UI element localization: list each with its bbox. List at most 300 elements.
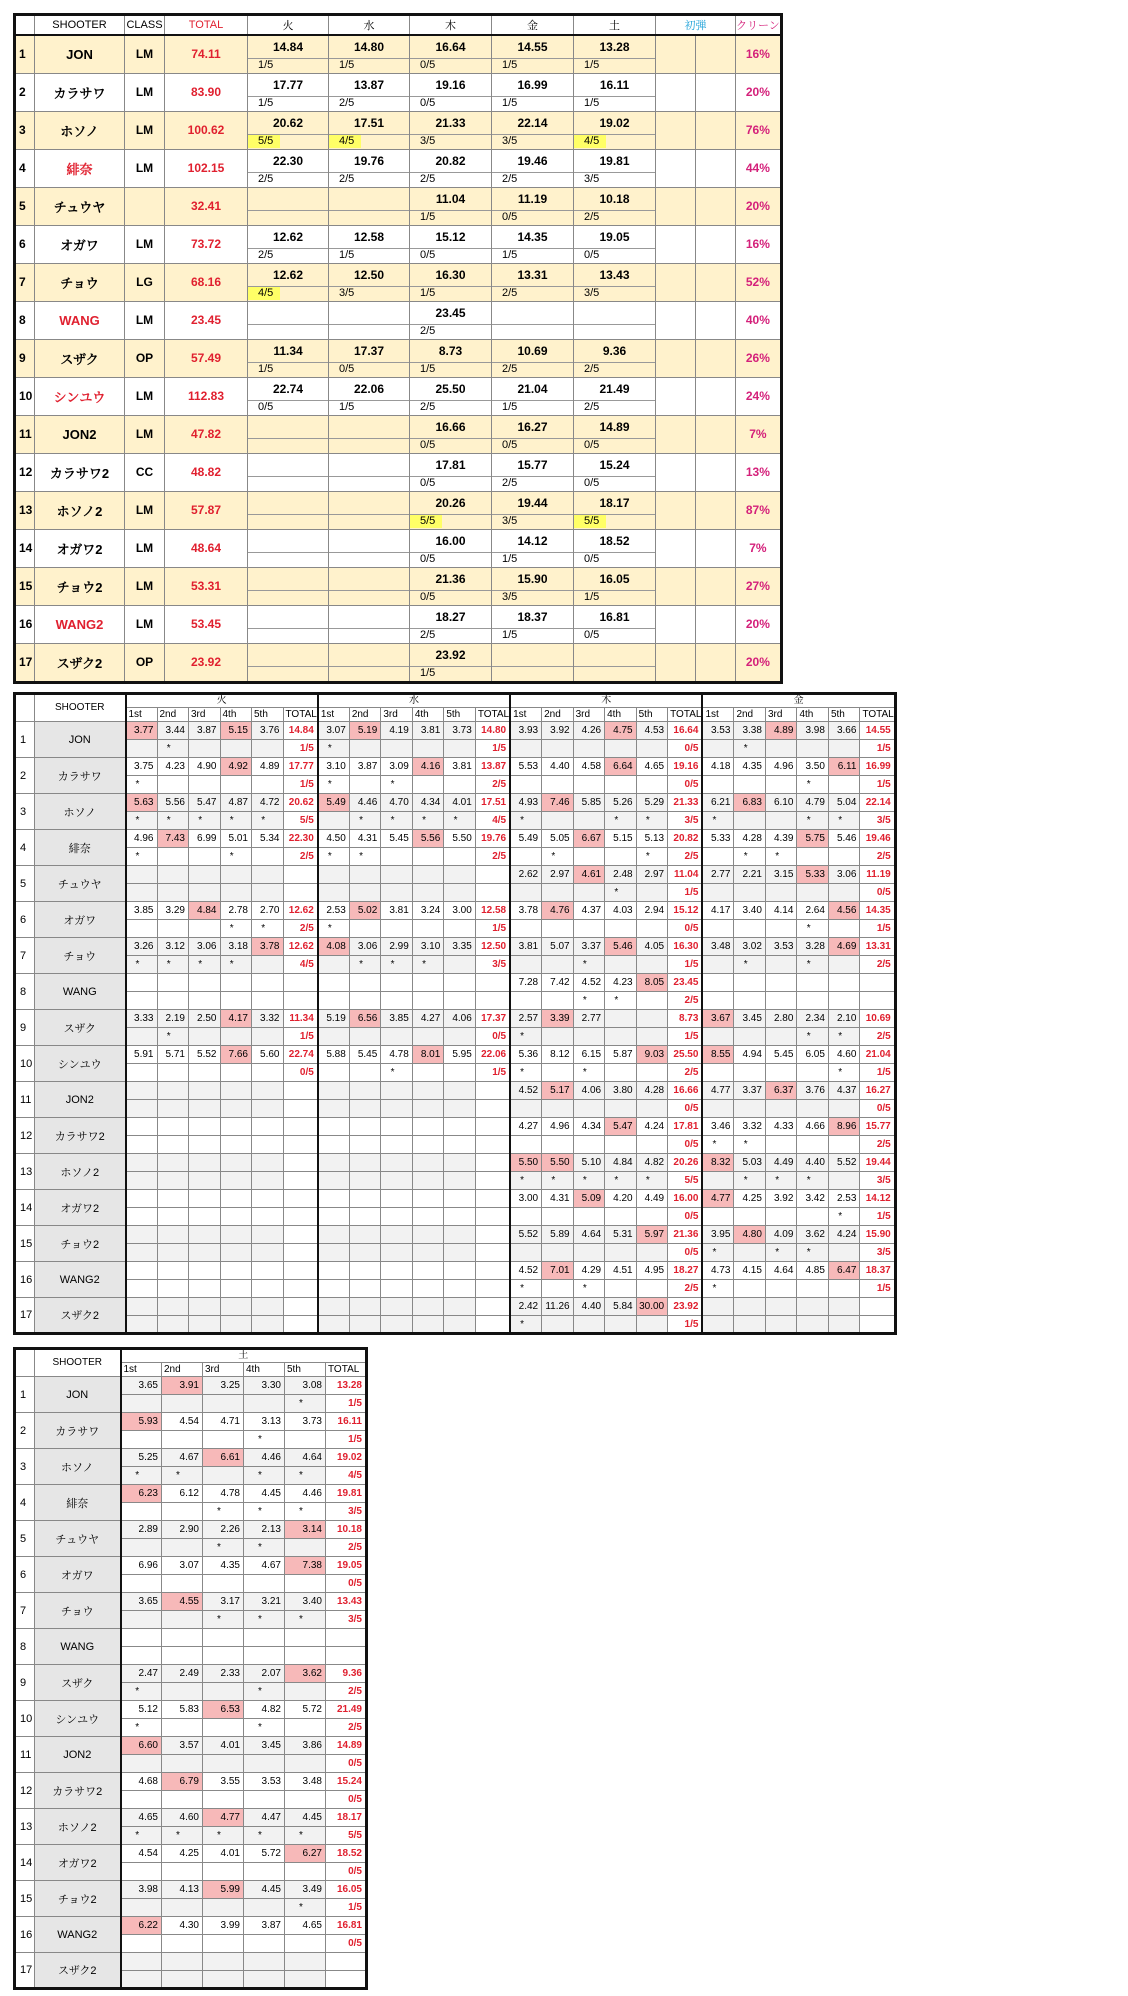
detail2-row	[15, 1773, 367, 1791]
day-hits: 3/5	[860, 1172, 895, 1190]
shot-mark	[573, 776, 605, 794]
shooter-total: 112.83	[165, 377, 248, 415]
detail-row	[15, 758, 896, 776]
shot-mark	[189, 848, 221, 866]
shot-time: 4.49	[636, 1190, 668, 1208]
shot-mark	[605, 1028, 637, 1046]
day-cell	[574, 339, 656, 377]
shot-time: 5.33	[797, 866, 829, 884]
row-number: 12	[15, 1773, 35, 1809]
shot-time: 2.50	[189, 1010, 221, 1028]
shot-mark	[203, 1863, 244, 1881]
day-box	[410, 226, 491, 263]
day-box	[329, 302, 409, 339]
shot-time: 4.01	[203, 1737, 244, 1755]
day-cell	[329, 187, 410, 225]
detail-row-marks	[15, 1100, 896, 1118]
shot-mark	[765, 812, 797, 830]
day-cell	[329, 567, 410, 605]
day-hits-row	[492, 58, 573, 72]
detail-row-marks	[15, 920, 896, 938]
day-total: 19.81	[599, 153, 630, 168]
day-hits: 1/5	[475, 920, 510, 938]
shot-time	[605, 1010, 637, 1028]
shot-time: 2.53	[828, 1190, 860, 1208]
first-cell	[696, 301, 736, 339]
summary-header-row	[15, 15, 782, 35]
day-total: 22.06	[353, 381, 385, 396]
shot-time: 5.72	[285, 1701, 326, 1719]
detail-subheader: 5th	[636, 708, 668, 722]
day-cell	[574, 149, 656, 187]
day-cell	[410, 149, 492, 187]
shot-mark	[126, 1316, 158, 1334]
shot-time	[349, 1262, 381, 1280]
shot-time	[252, 1082, 284, 1100]
shot-mark	[121, 1395, 162, 1413]
shot-mark	[162, 1683, 203, 1701]
detail2-row	[15, 1701, 367, 1719]
day-total: 11.04	[668, 866, 703, 884]
shot-mark	[734, 1028, 766, 1046]
shot-mark	[121, 1503, 162, 1521]
shot-time: 4.18	[702, 758, 734, 776]
detail2-subheader: 1st	[121, 1363, 162, 1377]
shot-time: 2.97	[636, 866, 668, 884]
shot-mark: *	[636, 812, 668, 830]
shot-time	[157, 866, 189, 884]
shot-mark	[444, 920, 476, 938]
shot-time	[412, 974, 444, 992]
shot-mark	[244, 1755, 285, 1773]
day-cell	[410, 529, 492, 567]
day-box	[410, 188, 491, 225]
shot-time: 3.87	[189, 722, 221, 740]
shot-time	[126, 1298, 158, 1316]
day-hits: 1/5	[668, 956, 703, 974]
shot-mark	[510, 884, 542, 902]
day-cell	[410, 453, 492, 491]
day-total: 11.04	[435, 191, 466, 206]
shot-time: 4.23	[157, 758, 189, 776]
day-hits-row	[574, 286, 655, 300]
shot-mark: *	[349, 956, 381, 974]
shot-mark	[189, 740, 221, 758]
first-cell	[656, 301, 696, 339]
shooter-name: チュウヤ	[35, 1521, 121, 1557]
day-cell	[574, 73, 656, 111]
shot-mark	[252, 992, 284, 1010]
day-cell	[329, 73, 410, 111]
day-total	[248, 606, 328, 628]
shot-mark	[636, 1136, 668, 1154]
day-hits	[283, 1100, 318, 1118]
shot-mark	[797, 992, 829, 1010]
detail-row	[15, 794, 896, 812]
shot-time: 5.45	[765, 1046, 797, 1064]
day-hits-row	[329, 362, 409, 376]
day-hits-row	[329, 590, 409, 604]
shot-mark	[702, 1064, 734, 1082]
day-hits: 3/5	[502, 134, 518, 147]
day-hits: 2/5	[502, 172, 518, 185]
shot-time: 4.75	[605, 722, 637, 740]
shot-mark	[285, 1431, 326, 1449]
day-hits-row	[410, 172, 491, 186]
shot-mark	[636, 1208, 668, 1226]
day-hits: 2/5	[283, 848, 318, 866]
shot-time	[318, 974, 350, 992]
shot-mark	[157, 1316, 189, 1334]
shot-time	[444, 1190, 476, 1208]
day-total	[329, 492, 409, 514]
shot-mark	[444, 1100, 476, 1118]
shot-mark	[381, 848, 413, 866]
shot-time	[189, 1262, 221, 1280]
shot-mark: *	[702, 812, 734, 830]
day-box	[248, 606, 328, 643]
day-hits-row	[329, 628, 409, 642]
shot-mark	[510, 848, 542, 866]
day-total: 11.19	[860, 866, 895, 884]
day-hits-row	[248, 210, 328, 224]
summary-header-class: CLASS	[125, 15, 165, 35]
shot-time	[220, 1118, 252, 1136]
shot-time: 3.17	[203, 1593, 244, 1611]
day-cell	[410, 415, 492, 453]
shot-mark	[636, 956, 668, 974]
shot-time: 3.87	[244, 1917, 285, 1935]
day-cell	[492, 187, 574, 225]
day-cell	[329, 605, 410, 643]
shot-time	[126, 974, 158, 992]
day-hits-row	[329, 248, 409, 262]
clean-rate: 26%	[736, 339, 782, 377]
shot-mark	[412, 1172, 444, 1190]
shot-time: 5.63	[126, 794, 158, 812]
shot-time: 4.15	[734, 1262, 766, 1280]
shot-mark	[318, 884, 350, 902]
first-cell	[696, 149, 736, 187]
shot-time: 6.64	[605, 758, 637, 776]
day-cell	[492, 415, 574, 453]
day-cell	[410, 605, 492, 643]
day-total: 12.58	[353, 229, 385, 244]
shot-time	[252, 866, 284, 884]
day-box	[248, 416, 328, 453]
shot-mark: *	[510, 812, 542, 830]
shot-time	[318, 866, 350, 884]
shot-time	[252, 1154, 284, 1172]
day-total	[326, 1953, 367, 1971]
day-hits	[283, 1280, 318, 1298]
shot-mark	[381, 1244, 413, 1262]
day-hits: 2/5	[258, 248, 274, 261]
shooter-class: LM	[125, 605, 165, 643]
clean-rate: 20%	[736, 187, 782, 225]
shot-time	[381, 1154, 413, 1172]
shot-time: 5.17	[542, 1082, 574, 1100]
day-box	[248, 36, 328, 73]
shot-mark	[412, 1100, 444, 1118]
shot-mark	[244, 1791, 285, 1809]
shot-time	[121, 1629, 162, 1647]
shot-time: 3.85	[381, 1010, 413, 1028]
first-cell	[656, 35, 696, 74]
row-number: 16	[15, 605, 35, 643]
shot-mark	[828, 956, 860, 974]
shooter-name: WANG	[35, 301, 125, 339]
shot-mark	[157, 1100, 189, 1118]
detail2-subheader: 3rd	[203, 1363, 244, 1377]
day-cell	[492, 491, 574, 529]
shot-mark: *	[285, 1899, 326, 1917]
shot-time	[381, 1082, 413, 1100]
day-box	[574, 302, 655, 339]
shot-mark	[412, 1136, 444, 1154]
day-hits: 3/5	[326, 1611, 367, 1629]
shot-mark	[121, 1791, 162, 1809]
day-hits: 0/5	[584, 438, 600, 451]
shot-mark	[244, 1395, 285, 1413]
day-total	[860, 1298, 895, 1316]
summary-row	[15, 263, 782, 301]
shot-time: 3.81	[510, 938, 542, 956]
shot-mark	[734, 1244, 766, 1262]
shooter-class: LM	[125, 301, 165, 339]
shot-mark	[828, 1316, 860, 1334]
shooter-name: チュウヤ	[35, 187, 125, 225]
shot-mark	[381, 1100, 413, 1118]
shot-mark	[203, 1395, 244, 1413]
detail-row	[15, 830, 896, 848]
shooter-name: オガワ2	[35, 529, 125, 567]
day-cell	[492, 567, 574, 605]
shot-time: 4.60	[162, 1809, 203, 1827]
day-total: 22.14	[860, 794, 895, 812]
row-number: 3	[15, 111, 35, 149]
shot-time: 2.77	[702, 866, 734, 884]
shot-mark	[765, 1136, 797, 1154]
day-hits	[283, 1316, 318, 1334]
shot-mark	[828, 1280, 860, 1298]
shot-mark	[121, 1647, 162, 1665]
shot-mark	[220, 1064, 252, 1082]
shot-mark	[349, 740, 381, 758]
row-number: 2	[15, 73, 35, 111]
shot-time: 4.46	[349, 794, 381, 812]
shot-time: 3.76	[252, 722, 284, 740]
shot-time: 4.25	[734, 1190, 766, 1208]
summary-row	[15, 111, 782, 149]
row-number: 10	[15, 1701, 35, 1737]
shot-time: 4.20	[605, 1190, 637, 1208]
shot-time: 5.71	[157, 1046, 189, 1064]
day-cell	[248, 491, 329, 529]
shot-mark	[162, 1719, 203, 1737]
shot-mark	[189, 1208, 221, 1226]
shot-mark	[702, 1208, 734, 1226]
shot-mark	[162, 1755, 203, 1773]
shot-mark	[412, 1208, 444, 1226]
shot-time: 4.65	[636, 758, 668, 776]
shot-time	[252, 1262, 284, 1280]
shooter-class: OP	[125, 339, 165, 377]
day-hits-row	[410, 590, 491, 604]
day-hits-row	[248, 96, 328, 110]
shot-mark: *	[828, 1064, 860, 1082]
shot-mark	[702, 920, 734, 938]
shot-mark	[444, 992, 476, 1010]
day-hits-row	[248, 362, 328, 376]
shot-mark	[828, 740, 860, 758]
shooter-name: オガワ2	[35, 1190, 126, 1226]
day-box	[492, 36, 573, 73]
shot-mark: *	[157, 740, 189, 758]
shot-mark	[189, 1064, 221, 1082]
shot-time	[157, 1082, 189, 1100]
shot-time	[734, 974, 766, 992]
row-number: 11	[15, 1082, 35, 1118]
shot-mark: *	[349, 848, 381, 866]
shot-mark	[828, 1172, 860, 1190]
shot-time: 3.81	[381, 902, 413, 920]
day-total: 16.05	[326, 1881, 367, 1899]
shot-time	[157, 1154, 189, 1172]
detail2-header-day: 土	[121, 1349, 367, 1363]
shot-mark	[285, 1791, 326, 1809]
day-cell	[248, 301, 329, 339]
shot-mark	[285, 1539, 326, 1557]
row-number: 3	[15, 794, 35, 830]
day-total: 21.49	[599, 381, 630, 396]
day-box	[329, 226, 409, 263]
day-total: 14.55	[517, 39, 548, 54]
shot-mark: *	[797, 1244, 829, 1262]
detail-row	[15, 1010, 896, 1028]
day-hits-row	[248, 476, 328, 490]
day-hits: 4/5	[475, 812, 510, 830]
shot-time: 4.16	[412, 758, 444, 776]
day-box	[248, 226, 328, 263]
detail-table	[13, 692, 897, 1335]
day-total: 22.14	[517, 115, 548, 130]
detail-subheader: 4th	[220, 708, 252, 722]
day-hits: 1/5	[283, 776, 318, 794]
day-hits: 0/5	[584, 552, 600, 565]
summary-header-day: 土	[574, 15, 656, 35]
day-hits-row	[329, 438, 409, 452]
summary-header-shooter: SHOOTER	[35, 15, 125, 35]
shot-mark: *	[510, 1172, 542, 1190]
shot-mark	[244, 1935, 285, 1953]
shot-mark: *	[542, 1172, 574, 1190]
summary-row	[15, 415, 782, 453]
shot-time: 7.01	[542, 1262, 574, 1280]
shooter-class: LM	[125, 377, 165, 415]
shot-time: 6.10	[765, 794, 797, 812]
shot-mark	[220, 1100, 252, 1118]
shooter-name: 緋奈	[35, 1485, 121, 1521]
shot-mark	[349, 1136, 381, 1154]
shot-mark: *	[702, 1244, 734, 1262]
shot-time	[828, 974, 860, 992]
shot-mark	[162, 1539, 203, 1557]
shot-mark	[252, 956, 284, 974]
shot-time	[412, 1298, 444, 1316]
shot-mark	[636, 1064, 668, 1082]
day-box	[574, 416, 655, 453]
shot-time: 6.67	[573, 830, 605, 848]
shot-time: 5.19	[318, 1010, 350, 1028]
shot-time: 4.47	[244, 1809, 285, 1827]
day-total: 13.87	[475, 758, 510, 776]
day-cell	[329, 149, 410, 187]
day-total: 18.37	[517, 609, 548, 624]
detail2-row	[15, 1593, 367, 1611]
day-box	[410, 416, 491, 453]
shooter-total: 68.16	[165, 263, 248, 301]
shot-time	[244, 1953, 285, 1971]
shot-mark	[412, 920, 444, 938]
day-hits: 3/5	[584, 172, 600, 185]
shot-mark	[157, 920, 189, 938]
shot-mark	[765, 1100, 797, 1118]
shot-time: 3.42	[797, 1190, 829, 1208]
shot-time: 5.01	[220, 830, 252, 848]
shot-mark: *	[203, 1503, 244, 1521]
clean-rate: 27%	[736, 567, 782, 605]
detail-row	[15, 902, 896, 920]
shot-mark	[573, 1244, 605, 1262]
shot-time: 4.54	[121, 1845, 162, 1863]
shot-time	[220, 1226, 252, 1244]
day-box	[248, 74, 328, 111]
detail-row-marks	[15, 740, 896, 758]
shooter-name: チョウ	[35, 1593, 121, 1629]
day-total: 21.04	[517, 381, 548, 396]
day-cell	[248, 225, 329, 263]
shot-time: 3.75	[126, 758, 158, 776]
shot-mark	[121, 1611, 162, 1629]
day-hits-row	[574, 172, 655, 186]
shot-time: 4.89	[765, 722, 797, 740]
shooter-class	[125, 187, 165, 225]
shot-mark	[381, 884, 413, 902]
shot-mark: *	[381, 812, 413, 830]
day-total: 19.05	[326, 1557, 367, 1575]
shot-time: 4.19	[381, 722, 413, 740]
day-total: 21.49	[326, 1701, 367, 1719]
shot-time: 7.46	[542, 794, 574, 812]
shot-mark	[126, 740, 158, 758]
day-hits	[475, 1316, 510, 1334]
detail-row-marks	[15, 1136, 896, 1154]
shot-mark	[162, 1575, 203, 1593]
day-total: 16.64	[668, 722, 703, 740]
shot-mark: *	[244, 1827, 285, 1845]
shot-mark	[542, 1136, 574, 1154]
shooter-name: チョウ	[35, 263, 125, 301]
day-cell	[574, 377, 656, 415]
day-cell	[492, 225, 574, 263]
shot-time: 4.40	[542, 758, 574, 776]
shooter-total: 74.11	[165, 35, 248, 74]
day-cell	[492, 605, 574, 643]
shot-time: 4.95	[636, 1262, 668, 1280]
row-number: 10	[15, 1046, 35, 1082]
summary-row	[15, 225, 782, 263]
